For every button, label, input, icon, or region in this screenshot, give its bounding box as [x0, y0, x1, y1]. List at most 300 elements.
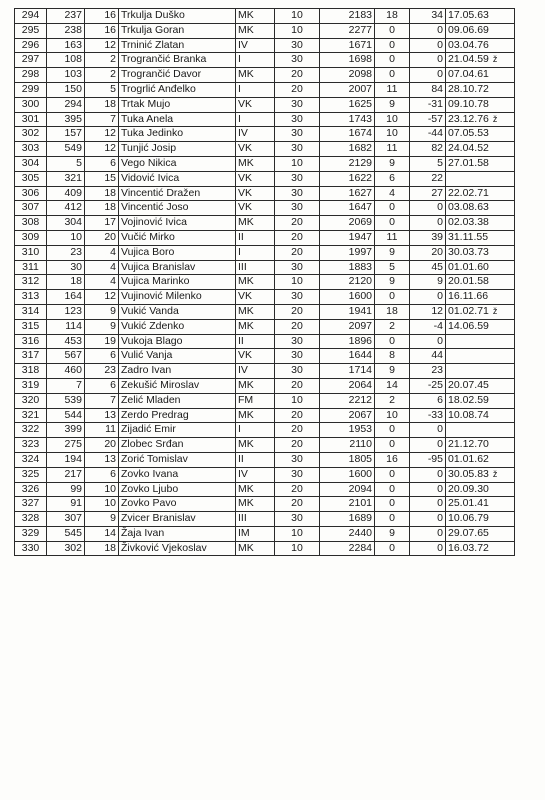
player-id-cell — [47, 68, 85, 83]
rating-class-cell — [275, 127, 320, 142]
club-number: 6 — [110, 349, 116, 362]
player-name-cell — [119, 290, 236, 305]
player-name-cell — [119, 186, 236, 201]
games-played: 0 — [389, 334, 395, 347]
club-number: 6 — [110, 156, 116, 169]
rating-change: 0 — [437, 290, 443, 303]
club-number-cell — [85, 452, 119, 467]
birth-date: 03.04.76 — [448, 38, 489, 51]
rating-change: 0 — [437, 53, 443, 66]
table-row — [15, 68, 515, 83]
club-number-cell — [85, 23, 119, 38]
rating-points: 2069 — [348, 216, 372, 229]
player-name: Vego Nikica — [121, 156, 177, 169]
games-played-cell — [375, 349, 410, 364]
rating-change-cell — [410, 497, 446, 512]
category: IM — [238, 526, 250, 539]
games-played-cell — [375, 260, 410, 275]
birth-date: 27.01.58 — [448, 156, 489, 169]
rating-class: 10 — [291, 393, 303, 406]
club-number-cell — [85, 97, 119, 112]
table-row — [15, 393, 515, 408]
games-played-cell — [375, 319, 410, 334]
row-number: 315 — [21, 319, 40, 332]
rating-class: 30 — [291, 260, 303, 273]
table-row — [15, 467, 515, 482]
rating-change: 84 — [431, 82, 443, 95]
club-number-cell — [85, 275, 119, 290]
category: FM — [238, 393, 254, 406]
rating-change-cell — [410, 541, 446, 556]
rating-class: 30 — [291, 186, 303, 199]
rating-change-cell — [410, 467, 446, 482]
category: MK — [238, 23, 254, 36]
player-id-cell — [47, 497, 85, 512]
category-cell — [236, 112, 275, 127]
club-number: 18 — [104, 97, 116, 110]
table-row — [15, 9, 515, 24]
games-played: 0 — [389, 467, 395, 480]
birth-date-cell — [446, 53, 515, 68]
player-name: Trogrančić Branka — [121, 53, 207, 66]
category: VK — [238, 142, 253, 155]
player-id-cell — [47, 38, 85, 53]
player-name: Zvicer Branislav — [121, 512, 196, 525]
games-played-cell — [375, 127, 410, 142]
rating-change: 0 — [437, 526, 443, 539]
player-name-cell — [119, 512, 236, 527]
rating-change-cell — [410, 38, 446, 53]
rating-change-cell — [410, 82, 446, 97]
club-number-cell — [85, 9, 119, 24]
birth-date-cell — [446, 393, 515, 408]
row-number: 307 — [21, 201, 40, 214]
rating-points: 1714 — [348, 364, 372, 377]
table-row — [15, 186, 515, 201]
rating-points: 1674 — [348, 127, 372, 140]
birth-date: 01.02.71 — [448, 304, 489, 317]
player-id-cell — [47, 423, 85, 438]
player-name-cell — [119, 452, 236, 467]
category: II — [238, 334, 244, 347]
category-cell — [236, 97, 275, 112]
player-id-cell — [47, 364, 85, 379]
games-played-cell — [375, 23, 410, 38]
table-row — [15, 497, 515, 512]
player-id: 91 — [70, 497, 82, 510]
rating-class-cell — [275, 156, 320, 171]
birth-date: 03.08.63 — [448, 201, 489, 214]
games-played-cell — [375, 275, 410, 290]
player-id-cell — [47, 142, 85, 157]
birth-date-cell — [446, 364, 515, 379]
games-played: 0 — [389, 423, 395, 436]
table-row — [15, 334, 515, 349]
rating-points-cell — [320, 290, 375, 305]
club-number-cell — [85, 304, 119, 319]
row-number-cell — [15, 186, 47, 201]
category-cell — [236, 9, 275, 24]
birth-date: 22.02.71 — [448, 186, 489, 199]
category: VK — [238, 171, 253, 184]
games-played-cell — [375, 378, 410, 393]
player-name: Vukić Zdenko — [121, 319, 185, 332]
row-number-cell — [15, 97, 47, 112]
rating-class: 30 — [291, 452, 303, 465]
club-number-cell — [85, 408, 119, 423]
category: MK — [238, 9, 254, 21]
category: VK — [238, 290, 253, 303]
player-id-cell — [47, 378, 85, 393]
player-name: Vujinović Milenko — [121, 290, 202, 303]
category-cell — [236, 408, 275, 423]
birth-date: 20.01.58 — [448, 275, 489, 288]
rating-class: 10 — [291, 275, 303, 288]
rating-change: 23 — [431, 364, 443, 377]
rating-change: -95 — [427, 452, 443, 465]
player-id: 30 — [70, 260, 82, 273]
category: I — [238, 53, 241, 66]
rating-change-cell — [410, 349, 446, 364]
row-number: 300 — [21, 97, 40, 110]
games-played: 0 — [389, 201, 395, 214]
birth-date: 29.07.65 — [448, 526, 489, 539]
games-played-cell — [375, 364, 410, 379]
rating-class-cell — [275, 467, 320, 482]
club-number: 16 — [104, 9, 116, 21]
rating-class: 30 — [291, 171, 303, 184]
rating-points-cell — [320, 526, 375, 541]
rating-points: 1682 — [348, 142, 372, 155]
birth-date-cell — [446, 186, 515, 201]
club-number-cell — [85, 216, 119, 231]
rating-change-cell — [410, 216, 446, 231]
games-played: 6 — [389, 171, 395, 184]
club-number-cell — [85, 497, 119, 512]
category-cell — [236, 68, 275, 83]
games-played: 0 — [389, 482, 395, 495]
club-number: 20 — [104, 230, 116, 243]
birth-date-cell — [446, 216, 515, 231]
player-id-cell — [47, 156, 85, 171]
player-name: Živković Vjekoslav — [121, 541, 207, 554]
category-cell — [236, 38, 275, 53]
rating-points-cell — [320, 142, 375, 157]
player-id: 150 — [64, 82, 82, 95]
player-name-cell — [119, 230, 236, 245]
rating-change: -33 — [427, 408, 443, 421]
rating-change-cell — [410, 452, 446, 467]
rating-change-cell — [410, 142, 446, 157]
club-number-cell — [85, 290, 119, 305]
rating-change: 0 — [437, 423, 443, 436]
category-cell — [236, 512, 275, 527]
player-id: 304 — [64, 216, 82, 229]
row-number-cell — [15, 423, 47, 438]
player-id: 10 — [70, 230, 82, 243]
category-cell — [236, 290, 275, 305]
rating-change-cell — [410, 245, 446, 260]
rating-class-cell — [275, 319, 320, 334]
player-name-cell — [119, 334, 236, 349]
row-number-cell — [15, 260, 47, 275]
category-cell — [236, 334, 275, 349]
birth-date: 31.11.55 — [448, 230, 489, 243]
birth-date: 02.03.38 — [448, 216, 489, 229]
player-id: 5 — [76, 156, 82, 169]
category-cell — [236, 364, 275, 379]
row-number-cell — [15, 201, 47, 216]
birth-date-cell — [446, 275, 515, 290]
category-cell — [236, 526, 275, 541]
category: MK — [238, 408, 254, 421]
category: MK — [238, 482, 254, 495]
birth-date: 01.01.60 — [448, 260, 489, 273]
club-number-cell — [85, 319, 119, 334]
rating-class-cell — [275, 452, 320, 467]
row-number-cell — [15, 275, 47, 290]
club-number-cell — [85, 541, 119, 556]
player-id-cell — [47, 82, 85, 97]
table-row — [15, 97, 515, 112]
player-id-cell — [47, 216, 85, 231]
player-name-cell — [119, 526, 236, 541]
club-number-cell — [85, 68, 119, 83]
player-name-cell — [119, 260, 236, 275]
category-cell — [236, 319, 275, 334]
row-number: 326 — [21, 482, 40, 495]
games-played: 9 — [389, 275, 395, 288]
rating-change: 0 — [437, 467, 443, 480]
table-row — [15, 408, 515, 423]
rating-class-cell — [275, 245, 320, 260]
category-cell — [236, 497, 275, 512]
birth-date: 25.01.41 — [448, 497, 489, 510]
player-name-cell — [119, 423, 236, 438]
rating-class-cell — [275, 9, 320, 24]
player-name: Vujica Boro — [121, 245, 175, 258]
category-cell — [236, 23, 275, 38]
player-id: 567 — [64, 349, 82, 362]
games-played-cell — [375, 304, 410, 319]
games-played-cell — [375, 112, 410, 127]
games-played-cell — [375, 230, 410, 245]
rating-change: -44 — [427, 127, 443, 140]
rating-points: 2064 — [348, 378, 372, 391]
rating-points-cell — [320, 319, 375, 334]
rating-points-cell — [320, 497, 375, 512]
rating-class: 20 — [291, 319, 303, 332]
rating-class: 30 — [291, 142, 303, 155]
rating-class-cell — [275, 541, 320, 556]
rating-points: 2097 — [348, 319, 372, 332]
category: IV — [238, 127, 248, 140]
rating-points: 1644 — [348, 349, 372, 362]
club-number: 4 — [110, 275, 116, 288]
table-row — [15, 290, 515, 305]
club-number-cell — [85, 393, 119, 408]
category-cell — [236, 482, 275, 497]
rating-points: 2098 — [348, 68, 372, 81]
games-played-cell — [375, 438, 410, 453]
games-played: 0 — [389, 38, 395, 51]
club-number: 14 — [104, 526, 116, 539]
rating-class-cell — [275, 53, 320, 68]
birth-date: 30.05.83 — [448, 467, 489, 480]
player-name: Vulić Vanja — [121, 349, 173, 362]
row-number-cell — [15, 290, 47, 305]
player-id: 108 — [64, 53, 82, 66]
rating-points-cell — [320, 349, 375, 364]
rating-class-cell — [275, 526, 320, 541]
table-row — [15, 526, 515, 541]
rating-points: 1600 — [348, 467, 372, 480]
games-played-cell — [375, 216, 410, 231]
birth-date: 23.12.76 — [448, 112, 489, 125]
rating-points: 2212 — [348, 393, 372, 406]
row-number-cell — [15, 452, 47, 467]
club-number: 9 — [110, 319, 116, 332]
rating-class-cell — [275, 201, 320, 216]
rating-points-cell — [320, 393, 375, 408]
rating-class-cell — [275, 378, 320, 393]
player-name: Zovko Ivana — [121, 467, 179, 480]
category-cell — [236, 378, 275, 393]
games-played-cell — [375, 156, 410, 171]
birth-date-cell — [446, 245, 515, 260]
category: VK — [238, 186, 253, 199]
table-body — [15, 9, 515, 556]
games-played: 0 — [389, 53, 395, 66]
rating-points-cell — [320, 423, 375, 438]
row-number: 325 — [21, 467, 40, 480]
row-number-cell — [15, 482, 47, 497]
category: MK — [238, 68, 254, 81]
player-name-cell — [119, 438, 236, 453]
player-name-cell — [119, 541, 236, 556]
rating-class-cell — [275, 304, 320, 319]
row-number-cell — [15, 319, 47, 334]
row-number: 329 — [21, 526, 40, 539]
row-number: 322 — [21, 423, 40, 436]
category-cell — [236, 275, 275, 290]
category: VK — [238, 97, 253, 110]
player-id: 18 — [70, 275, 82, 288]
birth-date-cell — [446, 334, 515, 349]
rating-class: 20 — [291, 82, 303, 95]
club-number: 4 — [110, 245, 116, 258]
row-number-cell — [15, 171, 47, 186]
rating-class-cell — [275, 260, 320, 275]
club-number: 12 — [104, 38, 116, 51]
row-number: 301 — [21, 112, 40, 125]
player-name-cell — [119, 97, 236, 112]
category-cell — [236, 230, 275, 245]
row-number: 320 — [21, 393, 40, 406]
rating-class: 30 — [291, 467, 303, 480]
club-number-cell — [85, 423, 119, 438]
player-id: 123 — [64, 304, 82, 317]
player-id: 453 — [64, 334, 82, 347]
category-cell — [236, 438, 275, 453]
row-number: 314 — [21, 304, 40, 317]
games-played: 11 — [386, 230, 398, 243]
games-played-cell — [375, 171, 410, 186]
club-number-cell — [85, 53, 119, 68]
row-number: 310 — [21, 245, 40, 258]
rating-points-cell — [320, 68, 375, 83]
club-number-cell — [85, 526, 119, 541]
birth-date-cell — [446, 541, 515, 556]
rating-class: 20 — [291, 408, 303, 421]
birth-date-cell — [446, 408, 515, 423]
birth-date: 09.06.69 — [448, 23, 489, 36]
rating-class: 10 — [291, 156, 303, 169]
club-number: 23 — [104, 364, 116, 377]
rating-change-cell — [410, 156, 446, 171]
category-cell — [236, 467, 275, 482]
club-number: 7 — [110, 393, 116, 406]
rating-change: 82 — [431, 142, 443, 155]
rating-change: -4 — [433, 319, 443, 332]
rating-change: 0 — [437, 438, 443, 451]
rating-points: 1600 — [348, 290, 372, 303]
club-number: 9 — [110, 512, 116, 525]
club-number-cell — [85, 38, 119, 53]
rating-change-cell — [410, 334, 446, 349]
club-number-cell — [85, 142, 119, 157]
games-played: 0 — [389, 216, 395, 229]
games-played-cell — [375, 482, 410, 497]
category-cell — [236, 142, 275, 157]
rating-points-cell — [320, 97, 375, 112]
games-played-cell — [375, 201, 410, 216]
rating-change: 0 — [437, 68, 443, 81]
games-played-cell — [375, 290, 410, 305]
table-row — [15, 364, 515, 379]
player-name: Vujica Marinko — [121, 275, 190, 288]
rating-points: 1625 — [348, 97, 372, 110]
player-id: 163 — [64, 38, 82, 51]
table-row — [15, 53, 515, 68]
table-row — [15, 512, 515, 527]
games-played: 10 — [386, 112, 398, 125]
player-id: 539 — [64, 393, 82, 406]
birth-date: 14.06.59 — [448, 319, 489, 332]
games-played: 10 — [386, 127, 398, 140]
club-number: 7 — [110, 112, 116, 125]
rating-points: 1671 — [348, 38, 372, 51]
rating-change: 12 — [431, 304, 443, 317]
player-name: Žaja Ivan — [121, 526, 165, 539]
rating-class: 20 — [291, 423, 303, 436]
birth-date-cell — [446, 82, 515, 97]
row-number-cell — [15, 156, 47, 171]
row-number: 303 — [21, 142, 40, 155]
games-played-cell — [375, 38, 410, 53]
row-number-cell — [15, 23, 47, 38]
player-name-cell — [119, 23, 236, 38]
club-number-cell — [85, 156, 119, 171]
player-name-cell — [119, 497, 236, 512]
games-played: 0 — [389, 541, 395, 554]
games-played: 18 — [386, 304, 398, 317]
row-number: 321 — [21, 408, 40, 421]
player-name: Vučić Mirko — [121, 230, 175, 243]
category-cell — [236, 156, 275, 171]
birth-date-cell — [446, 452, 515, 467]
rating-class-cell — [275, 186, 320, 201]
